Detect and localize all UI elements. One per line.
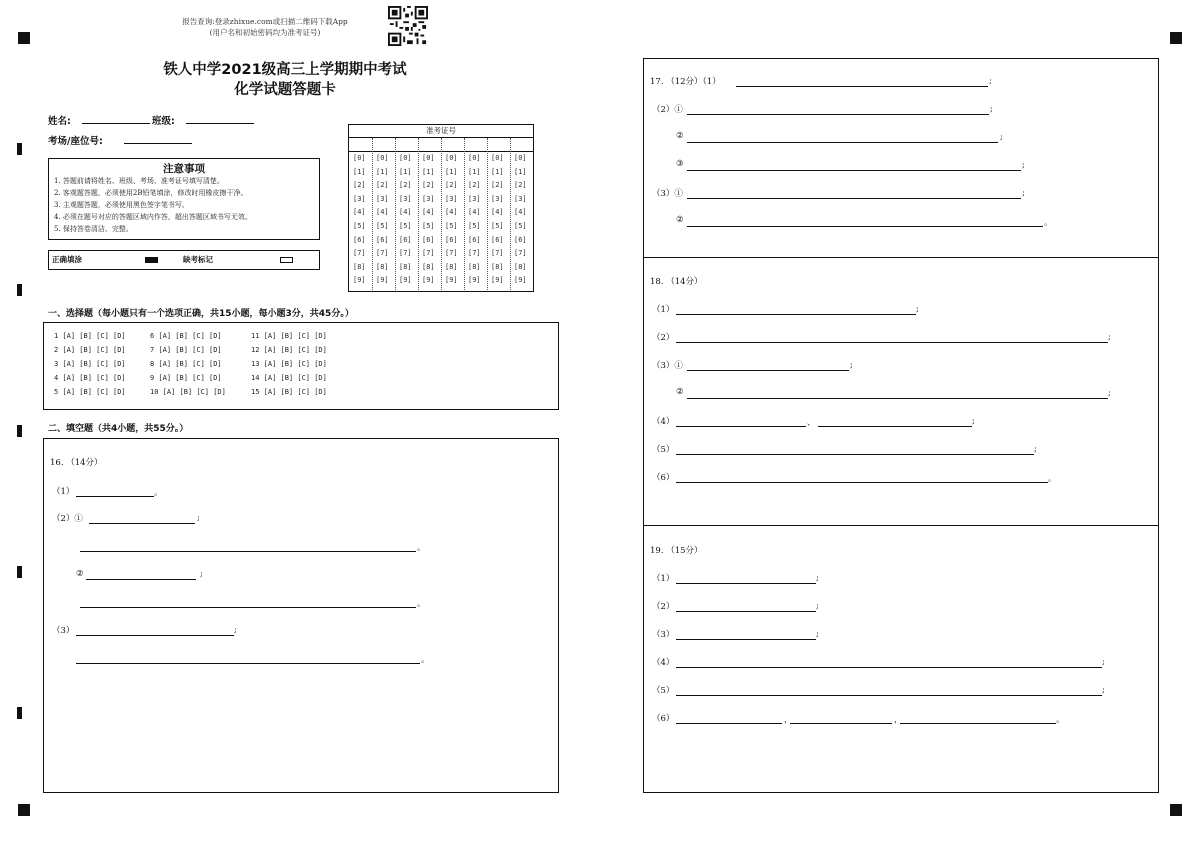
- q18-part4-label: （4）: [652, 417, 675, 427]
- exam-id-bubble[interactable]: [4]: [399, 208, 412, 217]
- notice-item: 3. 主观题答题，必须使用黑色签字笔书写。: [54, 201, 189, 209]
- exam-id-bubble[interactable]: [0]: [445, 154, 458, 162]
- q16-part2-label: （2）①: [52, 514, 83, 524]
- exam-id-bubble[interactable]: [7]: [468, 249, 481, 258]
- q17-part2c-line[interactable]: [687, 170, 1021, 171]
- semicolon: ;: [1022, 188, 1025, 198]
- choice-question-row[interactable]: 6 [A] [B] [C] [D]: [150, 332, 222, 340]
- exam-id-bubble[interactable]: [3]: [399, 194, 412, 203]
- section2-title: 二、填空题（共4小题，共55分。）: [48, 424, 189, 434]
- q17-heading: 17. （12分）（1）: [650, 77, 721, 87]
- period: 。: [421, 655, 430, 665]
- exam-id-bubble[interactable]: [1]: [445, 167, 458, 176]
- notice-title: 注意事项: [163, 163, 205, 175]
- exam-id-bubble[interactable]: [6]: [376, 235, 389, 244]
- exam-id-bubble[interactable]: [5]: [468, 222, 481, 230]
- q18-part6-line[interactable]: [676, 482, 1048, 483]
- notice-item: 1. 答题前请将姓名、班级、考场、准考证号填写清楚。: [54, 177, 224, 185]
- semicolon: ;: [990, 104, 993, 114]
- q19-part2-label: （2）: [652, 602, 675, 612]
- semicolon: ;: [972, 416, 975, 426]
- name-label: 姓名:: [48, 116, 71, 127]
- q19-answer-box: [643, 525, 1159, 793]
- exam-id-bubble[interactable]: [1]: [514, 167, 527, 176]
- comma: ，: [894, 715, 903, 725]
- room-seat-field[interactable]: [124, 143, 192, 144]
- q19-part6-line2[interactable]: [790, 723, 892, 724]
- semicolon: ;: [1000, 132, 1003, 142]
- q19-heading: 19. （15分）: [650, 546, 703, 556]
- exam-id-bubble[interactable]: [3]: [353, 194, 366, 203]
- semicolon: ;: [1022, 160, 1025, 170]
- q17-part2-label: （2）①: [652, 105, 683, 115]
- q19-part6-line3[interactable]: [900, 723, 1056, 724]
- q19-part1-label: （1）: [652, 574, 675, 584]
- q18-heading: 18. （14分）: [650, 277, 703, 287]
- semicolon: ;: [1108, 332, 1111, 342]
- choice-question-row[interactable]: 14 [A] [B] [C] [D]: [251, 374, 327, 382]
- q19-part3-line[interactable]: [676, 639, 816, 640]
- q18-part3-line[interactable]: [687, 370, 849, 371]
- exam-id-title: 准考证号: [349, 125, 533, 138]
- exam-id-bubble[interactable]: [0]: [353, 154, 366, 162]
- q19-part5-line[interactable]: [676, 695, 1102, 696]
- period: 。: [1044, 218, 1053, 228]
- exam-id-bubble[interactable]: [4]: [422, 208, 435, 217]
- q18-part3b-label: ②: [676, 387, 684, 397]
- exam-id-bubble[interactable]: [7]: [399, 249, 412, 258]
- exam-id-bubble[interactable]: [6]: [399, 235, 412, 244]
- exam-id-bubble[interactable]: [2]: [514, 181, 527, 190]
- exam-id-bubble[interactable]: [9]: [445, 276, 458, 285]
- registration-mark: [18, 32, 30, 44]
- semicolon: ;: [197, 513, 200, 523]
- q18-answer-box: [643, 257, 1159, 526]
- exam-id-bubble[interactable]: [9]: [491, 276, 504, 285]
- class-label: 班级:: [152, 116, 175, 127]
- exam-id-bubble[interactable]: [7]: [491, 249, 504, 258]
- name-field[interactable]: [82, 123, 150, 124]
- q18-part1-label: （1）: [652, 305, 675, 315]
- q17-part3b-label: ②: [676, 215, 684, 225]
- q19-part1-line[interactable]: [676, 583, 816, 584]
- q16-part1-line[interactable]: [76, 496, 154, 497]
- q16-part2b-line[interactable]: [86, 579, 196, 580]
- exam-id-bubble[interactable]: [6]: [468, 235, 481, 244]
- exam-id-bubble[interactable]: [8]: [399, 262, 412, 271]
- exam-id-bubble[interactable]: [9]: [353, 276, 366, 285]
- exam-id-bubble[interactable]: [2]: [399, 181, 412, 190]
- semicolon: ;: [1108, 388, 1111, 398]
- q16-part3-line2[interactable]: [76, 663, 420, 664]
- exam-id-bubble[interactable]: [1]: [422, 167, 435, 176]
- choice-question-row[interactable]: 11 [A] [B] [C] [D]: [251, 332, 327, 340]
- period: 。: [417, 599, 426, 609]
- choice-question-row[interactable]: 3 [A] [B] [C] [D]: [54, 360, 126, 368]
- exam-id-bubble[interactable]: [1]: [353, 167, 366, 176]
- room-seat-label: 考场/座位号:: [48, 136, 103, 147]
- exam-id-bubble[interactable]: [4]: [491, 208, 504, 217]
- grid-column-divider: [441, 138, 442, 290]
- q17-part2b-label: ②: [676, 131, 684, 141]
- exam-id-bubble[interactable]: [8]: [353, 262, 366, 271]
- q17-part3-label: （3）①: [652, 189, 683, 199]
- grid-column-divider: [464, 138, 465, 290]
- exam-id-bubble[interactable]: [3]: [468, 194, 481, 203]
- q18-part4-line1[interactable]: [676, 426, 806, 427]
- exam-id-bubble[interactable]: [9]: [376, 276, 389, 285]
- q16-part2b-line2[interactable]: [80, 607, 416, 608]
- q16-answer-box: [43, 438, 559, 793]
- exam-id-bubble[interactable]: [3]: [445, 194, 458, 203]
- semicolon: ;: [816, 629, 819, 639]
- exam-id-bubble[interactable]: [1]: [468, 167, 481, 176]
- semicolon: ;: [816, 601, 819, 611]
- exam-id-bubble[interactable]: [5]: [514, 222, 527, 230]
- q17-answer-box: [643, 58, 1159, 258]
- choice-answer-box: [43, 322, 559, 410]
- exam-id-bubble[interactable]: [6]: [445, 235, 458, 244]
- q19-part4-label: （4）: [652, 658, 675, 668]
- exam-id-bubble[interactable]: [5]: [376, 222, 389, 230]
- exam-id-bubble[interactable]: [2]: [353, 181, 366, 190]
- grid-column-divider: [487, 138, 488, 290]
- exam-id-bubble[interactable]: [5]: [491, 222, 504, 230]
- exam-id-bubble[interactable]: [9]: [422, 276, 435, 285]
- semicolon: ;: [1102, 657, 1105, 667]
- semicolon: ;: [850, 360, 853, 370]
- exam-id-bubble[interactable]: [4]: [468, 208, 481, 217]
- q18-part5-line[interactable]: [676, 454, 1034, 455]
- choice-question-row[interactable]: 4 [A] [B] [C] [D]: [54, 374, 126, 382]
- semicolon: ;: [234, 625, 237, 635]
- exam-id-bubble[interactable]: [8]: [422, 262, 435, 271]
- exam-id-bubble[interactable]: [3]: [376, 194, 389, 203]
- q18-part2-label: （2）: [652, 333, 675, 343]
- exam-id-bubble[interactable]: [8]: [514, 262, 527, 271]
- report-note: [160, 16, 370, 38]
- semicolon: ;: [1102, 685, 1105, 695]
- correct-fill-label: 正确填涂: [52, 255, 82, 264]
- q18-part5-label: （5）: [652, 445, 675, 455]
- exam-id-bubble[interactable]: [0]: [422, 154, 435, 162]
- q16-heading: 16. （14分）: [50, 458, 103, 468]
- q16-part1-label: （1）: [52, 487, 75, 497]
- q18-part3-label: （3）①: [652, 361, 683, 371]
- notice-item: 5. 保持答卷清洁、完整。: [54, 225, 133, 233]
- period: 。: [1048, 474, 1057, 484]
- q17-part2c-label: ③: [676, 159, 684, 169]
- exam-id-bubble[interactable]: [1]: [376, 167, 389, 176]
- q19-part4-line[interactable]: [676, 667, 1102, 668]
- exam-id-bubble[interactable]: [5]: [399, 222, 412, 230]
- absent-bubble[interactable]: [280, 257, 293, 263]
- exam-id-bubble[interactable]: [8]: [445, 262, 458, 271]
- exam-id-bubble[interactable]: [2]: [422, 181, 435, 190]
- report-note-line2: (用户名和初始密码均为准考证号): [209, 28, 321, 37]
- exam-id-bubble[interactable]: [7]: [514, 249, 527, 258]
- choice-question-row[interactable]: 5 [A] [B] [C] [D]: [54, 388, 126, 396]
- choice-question-row[interactable]: 12 [A] [B] [C] [D]: [251, 346, 327, 354]
- registration-mark: [1170, 804, 1182, 816]
- exam-id-bubble[interactable]: [2]: [376, 181, 389, 190]
- section1-title: 一、选择题（每小题只有一个选项正确，共15小题，每小题3分，共45分。）: [48, 309, 354, 319]
- q19-part2-line[interactable]: [676, 611, 816, 612]
- q16-part3-label: （3）: [52, 626, 75, 636]
- semicolon: ;: [989, 76, 992, 86]
- registration-mark: [18, 804, 30, 816]
- exam-id-bubble[interactable]: [1]: [399, 167, 412, 176]
- period: 。: [1056, 715, 1065, 725]
- exam-id-bubble[interactable]: [4]: [376, 208, 389, 217]
- semicolon: ;: [816, 573, 819, 583]
- semicolon: ;: [916, 304, 919, 314]
- choice-question-row[interactable]: 15 [A] [B] [C] [D]: [251, 388, 327, 396]
- report-note-line1: 报告查询:登录zhixue.com或扫描二维码下载App: [182, 17, 348, 26]
- q16-part2-line2[interactable]: [80, 551, 416, 552]
- q17-part3b-line[interactable]: [687, 226, 1043, 227]
- semicolon: ;: [200, 569, 203, 579]
- exam-id-bubble[interactable]: [0]: [376, 154, 389, 162]
- choice-question-row[interactable]: 1 [A] [B] [C] [D]: [54, 332, 126, 340]
- exam-id-bubble[interactable]: [5]: [353, 222, 366, 230]
- q17-part2-line[interactable]: [687, 114, 989, 115]
- choice-question-row[interactable]: 7 [A] [B] [C] [D]: [150, 346, 222, 354]
- exam-id-bubble[interactable]: [4]: [445, 208, 458, 217]
- exam-id-bubble[interactable]: [5]: [422, 222, 435, 230]
- absent-mark-label: 缺考标记: [183, 255, 213, 264]
- exam-id-bubble[interactable]: [2]: [468, 181, 481, 190]
- grid-column-divider: [510, 138, 511, 290]
- exam-id-bubble[interactable]: [9]: [468, 276, 481, 285]
- q16-part2-line[interactable]: [89, 523, 195, 524]
- q19-part3-label: （3）: [652, 630, 675, 640]
- notice-item: 2. 客观题答题，必须使用2B铅笔填涂，修改时用橡皮擦干净。: [54, 189, 248, 197]
- choice-question-row[interactable]: 10 [A] [B] [C] [D]: [150, 388, 226, 396]
- choice-question-row[interactable]: 8 [A] [B] [C] [D]: [150, 360, 222, 368]
- exam-id-bubble[interactable]: [3]: [422, 194, 435, 203]
- fill-sample-box: [48, 250, 320, 270]
- exam-id-bubble[interactable]: [6]: [353, 235, 366, 244]
- exam-subtitle: 化学试题答题卡: [234, 82, 336, 98]
- q18-part1-line[interactable]: [676, 314, 916, 315]
- qr-code-icon[interactable]: [388, 6, 428, 46]
- q17-part2b-line[interactable]: [687, 142, 998, 143]
- exam-id-bubble[interactable]: [2]: [445, 181, 458, 190]
- notice-item: 4. 必须在题号对应的答题区域内作答，超出答题区域书写无效。: [54, 213, 252, 221]
- q19-part5-label: （5）: [652, 686, 675, 696]
- timing-mark: [17, 566, 22, 578]
- notice-box: [48, 158, 320, 240]
- exam-id-bubble[interactable]: [6]: [514, 235, 527, 244]
- grid-column-divider: [395, 138, 396, 290]
- exam-id-bubble[interactable]: [8]: [468, 262, 481, 271]
- q17-part1-line[interactable]: [736, 86, 988, 87]
- exam-id-bubble[interactable]: [1]: [491, 167, 504, 176]
- q18-part6-label: （6）: [652, 473, 675, 483]
- comma: ，: [784, 715, 793, 725]
- exam-id-bubble[interactable]: [4]: [514, 208, 527, 217]
- exam-id-bubble[interactable]: [0]: [491, 154, 504, 162]
- separator: 、: [807, 418, 816, 428]
- exam-id-bubble[interactable]: [9]: [399, 276, 412, 285]
- timing-mark: [17, 425, 22, 437]
- period: 。: [417, 543, 426, 553]
- exam-id-bubble[interactable]: [4]: [353, 208, 366, 217]
- exam-id-bubble[interactable]: [2]: [491, 181, 504, 190]
- grid-column-divider: [418, 138, 419, 290]
- exam-id-bubble[interactable]: [3]: [514, 194, 527, 203]
- exam-id-bubble[interactable]: [7]: [445, 249, 458, 258]
- exam-id-bubble[interactable]: [6]: [491, 235, 504, 244]
- timing-mark: [17, 284, 22, 296]
- choice-question-row[interactable]: 13 [A] [B] [C] [D]: [251, 360, 327, 368]
- exam-id-bubble[interactable]: [7]: [353, 249, 366, 258]
- q19-part6-label: （6）: [652, 714, 675, 724]
- q17-part3-line[interactable]: [687, 198, 1021, 199]
- registration-mark: [1170, 32, 1182, 44]
- exam-title: 铁人中学2021级高三上学期期中考试: [163, 62, 407, 78]
- exam-id-bubble[interactable]: [0]: [399, 154, 412, 162]
- exam-id-bubble[interactable]: [7]: [422, 249, 435, 258]
- q18-part4-line2[interactable]: [818, 426, 972, 427]
- q18-part2-line[interactable]: [676, 342, 1108, 343]
- q16-part3-line[interactable]: [76, 635, 234, 636]
- timing-mark: [17, 143, 22, 155]
- exam-id-bubble[interactable]: [3]: [491, 194, 504, 203]
- exam-id-bubble[interactable]: [6]: [422, 235, 435, 244]
- timing-mark: [17, 707, 22, 719]
- period: 。: [154, 488, 163, 498]
- exam-id-bubble[interactable]: [0]: [514, 154, 527, 162]
- choice-question-row[interactable]: 9 [A] [B] [C] [D]: [150, 374, 222, 382]
- q19-part6-line1[interactable]: [676, 723, 782, 724]
- grid-column-divider: [372, 138, 373, 290]
- q16-part2b-label: ②: [76, 569, 84, 579]
- exam-id-grid: [348, 124, 534, 292]
- exam-id-bubble[interactable]: [7]: [376, 249, 389, 258]
- exam-id-bubble[interactable]: [0]: [468, 154, 481, 162]
- exam-id-bubble[interactable]: [9]: [514, 276, 527, 285]
- exam-id-bubble[interactable]: [5]: [445, 222, 458, 230]
- exam-id-bubble[interactable]: [8]: [491, 262, 504, 271]
- filled-bubble-icon: [145, 257, 158, 263]
- class-field[interactable]: [186, 123, 254, 124]
- q18-part3b-line[interactable]: [687, 398, 1108, 399]
- exam-id-bubble[interactable]: [8]: [376, 262, 389, 271]
- semicolon: ;: [1034, 444, 1037, 454]
- choice-question-row[interactable]: 2 [A] [B] [C] [D]: [54, 346, 126, 354]
